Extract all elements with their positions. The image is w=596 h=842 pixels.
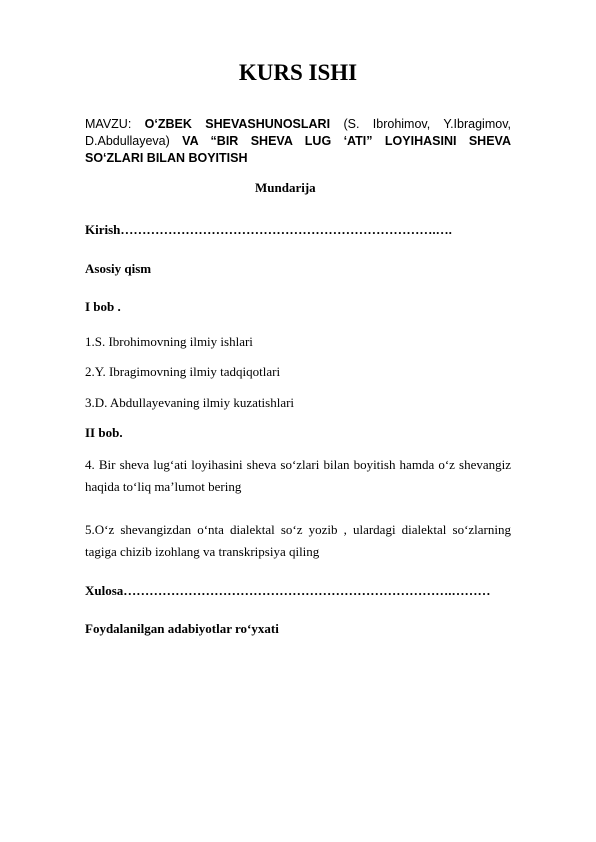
toc-item-5-line-1: 5.O‘z shevangizdan o‘nta dialektal so‘z yozib , ulardagi dialektal so‘zlarning (85, 522, 511, 537)
toc-chapter-2: II bob. (85, 425, 123, 440)
topic-line-3 (85, 150, 511, 167)
topic-title-part2: VA “BIR SHEVA LUG ‘ATI” LOYIHASINI SHEVA (182, 134, 511, 148)
toc-item-5 (85, 519, 511, 563)
document-title: KURS ISHI (238, 60, 358, 85)
topic-authors-part2: D.Abdullayeva) (85, 134, 170, 148)
topic-title-part1: O‘ZBEK SHEVASHUNOSLARI (144, 117, 331, 131)
topic-line-2 (85, 133, 511, 150)
toc-item-4 (85, 454, 511, 498)
topic-authors-part1: (S. Ibrohimov, Y.Ibragimov, (343, 117, 511, 131)
topic-block (85, 116, 511, 167)
toc-conclusion: Xulosa………………………………………………………………….……… (85, 583, 491, 598)
toc-main-part: Asosiy qism (85, 261, 152, 276)
toc-intro: Kirish……………………………………………………………….…. (85, 222, 452, 237)
toc-heading: Mundarija (255, 180, 316, 195)
toc-item-4-line-1: 4. Bir sheva lug‘ati loyihasini sheva so‘zlari bilan boyitish hamda o‘z shevangiz (85, 457, 511, 472)
toc-item-3: 3.D. Abdullayevaning ilmiy kuzatishlari (85, 395, 295, 410)
toc-item-4-line-2: haqida to‘liq ma’lumot bering (85, 479, 242, 494)
topic-line-1 (85, 116, 511, 133)
toc-chapter-1: I bob . (85, 299, 121, 314)
toc-item-5-line-2: tagiga chizib izohlang va transkripsiya qiling (85, 544, 320, 559)
toc-item-2: 2.Y. Ibragimovning ilmiy tadqiqotlari (85, 364, 281, 379)
topic-title-part3: SO‘ZLARI BILAN BOYITISH (85, 151, 248, 165)
toc-references: Foydalanilgan adabiyotlar ro‘yxati (85, 621, 279, 636)
topic-label: MAVZU: (85, 117, 132, 131)
toc-item-1: 1.S. Ibrohimovning ilmiy ishlari (85, 334, 253, 349)
